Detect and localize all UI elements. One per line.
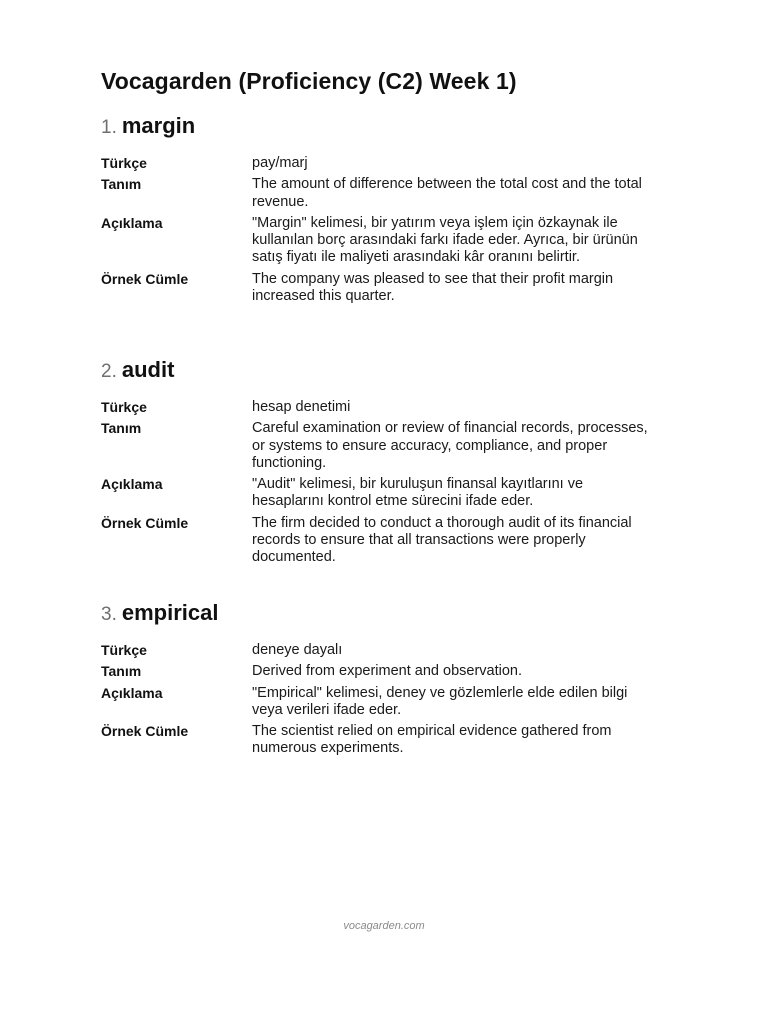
field-value: The company was pleased to see that their profit margin increased this quarter. bbox=[252, 270, 614, 305]
field-row-definition bbox=[101, 420, 661, 472]
vocab-entry-empirical bbox=[101, 600, 661, 762]
field-value: "Audit" kelimesi, bir kuruluşun finansal kayıtlarını ve hesaplarını kontrol etme sürecini ifade eder. bbox=[252, 476, 584, 510]
field-value: Careful examination or review of financial records, processes, or systems to ensure accuracy, compliance, and proper functioning. bbox=[252, 420, 648, 471]
field-row-explanation bbox=[101, 215, 661, 267]
field-value: The scientist relied on empirical evidence gathered from numerous experiments. bbox=[252, 723, 612, 757]
field-row-definition bbox=[101, 663, 661, 680]
field-value: The firm decided to conduct a thorough audit of its financial records to ensure that all transactions were properly documented. bbox=[252, 514, 632, 566]
field-row-explanation bbox=[101, 685, 661, 720]
page-title: Vocagarden (Proficiency (C2) Week 1) bbox=[101, 68, 517, 94]
field-row-example bbox=[101, 723, 661, 758]
entry-word: audit bbox=[121, 357, 175, 382]
field-row-turkish bbox=[101, 399, 661, 416]
field-value: deneye dayalı bbox=[252, 642, 343, 658]
entry-fields bbox=[101, 399, 661, 567]
field-value: "Empirical" kelimesi, deney ve gözlemlerle elde edilen bilgi veya verileri ifade eder. bbox=[252, 684, 628, 718]
field-row-turkish bbox=[101, 155, 661, 172]
entry-word: margin bbox=[121, 113, 196, 138]
field-label: Açıklama bbox=[101, 214, 163, 231]
field-row-definition bbox=[101, 176, 661, 211]
field-label: Örnek Cümle bbox=[101, 723, 189, 740]
entry-number: 3. bbox=[101, 604, 117, 625]
field-label: Tanım bbox=[101, 176, 142, 193]
field-row-explanation bbox=[101, 476, 661, 511]
entry-word: empirical bbox=[121, 600, 219, 625]
field-label: Tanım bbox=[101, 663, 142, 680]
entry-number: 1. bbox=[101, 117, 117, 138]
field-label: Açıklama bbox=[101, 684, 163, 701]
field-label: Türkçe bbox=[101, 155, 147, 171]
field-value: "Margin" kelimesi, bir yatırım veya işlem için özkaynak ile kullanılan borç arasındaki farkı ifade eder. Ayrıca, bir ürünün satış fiyatı ile maliyeti arasındaki kâr oranını belirtir. bbox=[252, 214, 638, 266]
field-label: Türkçe bbox=[101, 642, 147, 658]
field-row-example bbox=[101, 271, 661, 306]
field-label: Tanım bbox=[101, 420, 142, 437]
field-row-example bbox=[101, 515, 661, 567]
field-label: Örnek Cümle bbox=[101, 514, 189, 531]
entry-fields bbox=[101, 155, 661, 305]
entry-fields bbox=[101, 642, 661, 758]
field-label: Türkçe bbox=[101, 399, 147, 415]
vocab-entry-margin bbox=[101, 113, 661, 309]
vocab-entry-audit bbox=[101, 357, 661, 571]
field-value: pay/marj bbox=[252, 155, 308, 171]
entry-number: 2. bbox=[101, 361, 117, 382]
entry-heading bbox=[101, 600, 661, 630]
footer-site-link[interactable]: vocagarden.com bbox=[343, 920, 425, 932]
entry-heading bbox=[101, 357, 661, 387]
vocabulary-page bbox=[101, 66, 661, 757]
field-value: hesap denetimi bbox=[252, 399, 351, 415]
field-label: Örnek Cümle bbox=[101, 270, 189, 287]
entry-heading bbox=[101, 113, 661, 143]
field-value: Derived from experiment and observation. bbox=[252, 663, 522, 680]
field-row-turkish bbox=[101, 642, 661, 659]
field-label: Açıklama bbox=[101, 476, 163, 493]
field-value: The amount of difference between the total cost and the total revenue. bbox=[252, 176, 642, 210]
